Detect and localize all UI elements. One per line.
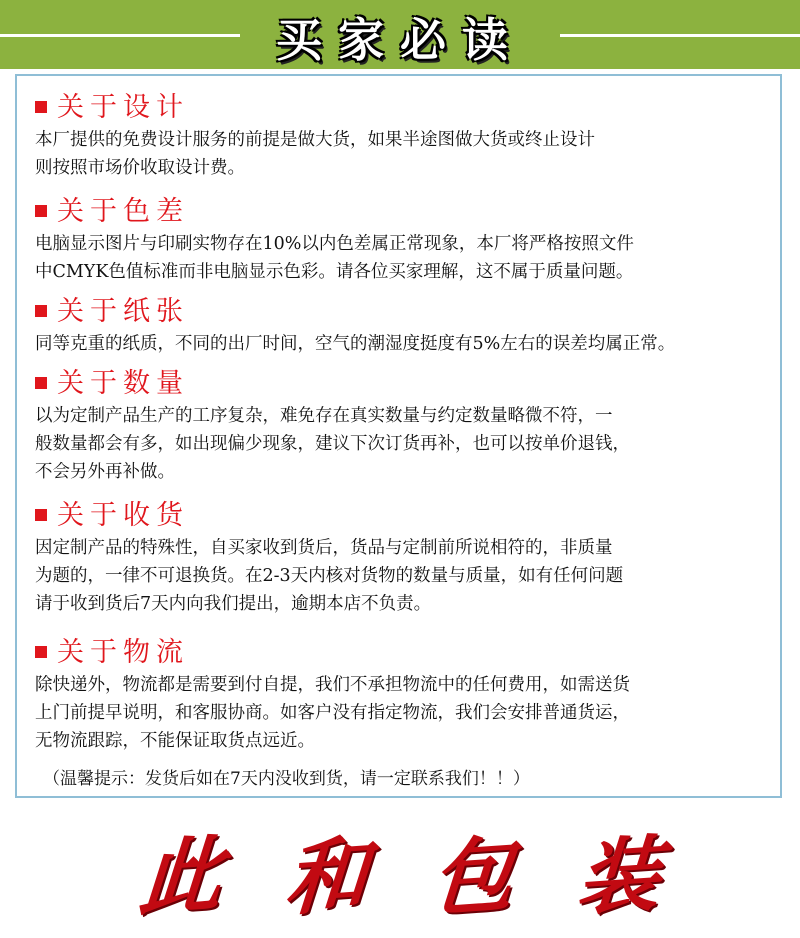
section-text: 请于收到货后7天内向我们提出，逾期本店不负责。 [35, 594, 432, 614]
bullet-square-icon [35, 101, 47, 113]
section-design [35, 90, 774, 182]
section-quantity [35, 366, 774, 486]
bullet-square-icon [35, 305, 47, 317]
section-text: 以为定制产品生产的工序复杂，难免存在真实数量与约定数量略微不符，一 [35, 406, 613, 426]
section-text: 上门前提早说明，和客服协商。如客户没有指定物流，我们会安排普通货运， [35, 703, 630, 723]
bullet-square-icon [35, 646, 47, 658]
warm-reminder-note: （温馨提示：发货后如在7天内没收到货，请一定联系我们！！） [43, 769, 530, 789]
section-text: 中CMYK色值标准而非电脑显示色彩。请各位买家理解，这不属于质量问题。 [35, 262, 634, 282]
signature-char: 和 [281, 825, 372, 928]
section-heading: 关于数量 [35, 366, 774, 402]
section-color-difference [35, 194, 774, 286]
section-text: 则按照市场价收取设计费。 [35, 158, 245, 178]
header-rule-right [560, 34, 800, 37]
section-text: 本厂提供的免费设计服务的前提是做大货，如果半途图做大货或终止设计 [35, 130, 595, 150]
signature-char: 此 [135, 825, 226, 928]
notice-panel [15, 74, 782, 798]
section-heading: 关于设计 [35, 90, 774, 126]
section-heading: 关于物流 [35, 635, 774, 671]
section-heading: 关于色差 [35, 194, 774, 230]
section-text: 同等克重的纸质，不同的出厂时间，空气的潮湿度挺度有5%左右的误差均属正常。 [35, 334, 676, 354]
signature-char: 包 [427, 825, 518, 928]
header-rule-left [0, 34, 240, 37]
section-paper [35, 294, 774, 358]
section-receiving [35, 498, 774, 618]
bullet-square-icon [35, 377, 47, 389]
brand-signature [135, 820, 664, 928]
section-text: 除快递外，物流都是需要到付自提，我们不承担物流中的任何费用，如需送货 [35, 675, 630, 695]
header-banner [0, 0, 800, 69]
section-text: 不会另外再补做。 [35, 462, 175, 482]
section-text: 为题的，一律不可退换货。在2-3天内核对货物的数量与质量，如有任何问题 [35, 566, 624, 586]
signature-char: 装 [573, 825, 664, 928]
section-text: 因定制产品的特殊性，自买家收到货后，货品与定制前所说相符的，非质量 [35, 538, 613, 558]
bullet-square-icon [35, 205, 47, 217]
section-heading: 关于纸张 [35, 294, 774, 330]
section-text: 般数量都会有多，如出现偏少现象，建议下次订货再补，也可以按单价退钱， [35, 434, 630, 454]
page-title: 买家必读 [276, 13, 524, 67]
section-text: 电脑显示图片与印刷实物存在10%以内色差属正常现象，本厂将严格按照文件 [35, 234, 634, 254]
section-heading: 关于收货 [35, 498, 774, 534]
section-logistics [35, 635, 774, 755]
section-text: 无物流跟踪，不能保证取货点远近。 [35, 731, 315, 751]
bullet-square-icon [35, 509, 47, 521]
